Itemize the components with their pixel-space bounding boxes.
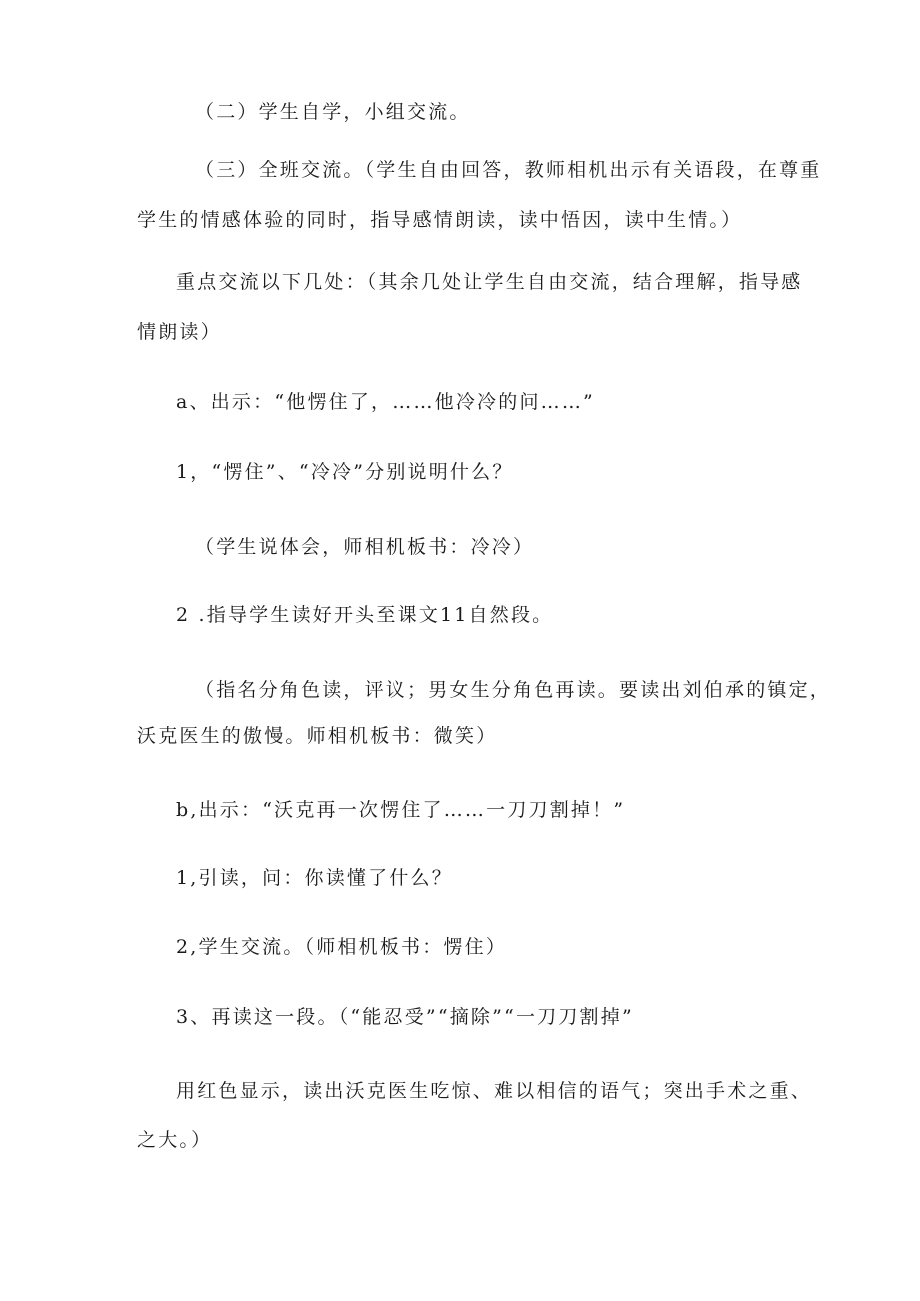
paragraph-line: 3、再读这一段。（“能忍受”“摘除”“一刀刀割掉” (176, 1006, 634, 1028)
paragraph-line: 2,学生交流。（师相机板书：愣住） (176, 936, 508, 958)
paragraph-line: b,出示：“沃克再一次愣住了……一刀刀割掉！” (176, 799, 626, 821)
paragraph-line: 1，“愣住”、“冷冷”分别说明什么？ (176, 461, 514, 483)
paragraph-line: 沃克医生的傲慢。师相机板书：微笑） (137, 725, 498, 747)
paragraph-line: （二）学生自学，小组交流。 (195, 101, 471, 123)
paragraph-line: 用红色显示，读出沃克医生吃惊、难以相信的语气；突出手术之重、 (176, 1080, 813, 1102)
paragraph-line: （学生说体会，师相机板书：冷冷） (195, 536, 535, 558)
paragraph-line: （指名分角色读，评议；男女生分角色再读。要读出刘伯承的镇定， (195, 679, 832, 701)
paragraph-line: 1,引读，问：你读懂了什么？ (176, 867, 453, 889)
paragraph-line: a、出示：“他愣住了，……他冷冷的问……” (176, 391, 595, 413)
paragraph-line: 情朗读） (137, 321, 222, 343)
paragraph-line: 学生的情感体验的同时，指导感情朗读，读中悟因，读中生情。） (137, 209, 743, 231)
paragraph-line: （三）全班交流。（学生自由回答，教师相机出示有关语段，在尊重 (195, 159, 822, 181)
paragraph-line: 重点交流以下几处：（其余几处让学生自由交流，结合理解，指导感 (176, 271, 803, 293)
paragraph-line: 2 .指导学生读好开头至课文11自然段。 (176, 604, 554, 626)
paragraph-line: 之大。） (137, 1129, 213, 1151)
